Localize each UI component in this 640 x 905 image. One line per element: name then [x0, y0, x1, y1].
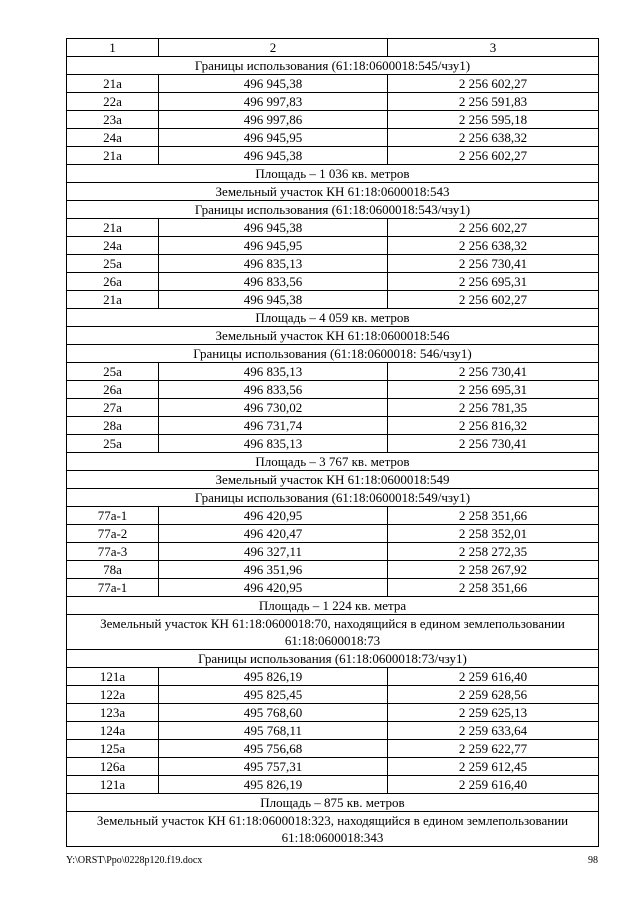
section-label-row [67, 615, 599, 650]
point-name-cell: 21а [67, 291, 159, 309]
point-name-cell: 28а [67, 417, 159, 435]
table-row [67, 507, 599, 525]
point-name-cell: 24а [67, 129, 159, 147]
y-coordinate-cell: 2 258 352,01 [388, 525, 599, 543]
section-label: Площадь – 3 767 кв. метров [67, 453, 599, 471]
table-row [67, 273, 599, 291]
y-coordinate-cell: 2 258 272,35 [388, 543, 599, 561]
x-coordinate-cell: 495 825,45 [159, 686, 388, 704]
table-row [67, 363, 599, 381]
section-label: Границы использования (61:18:0600018:73/чзу1) [67, 650, 599, 668]
section-label-row [67, 794, 599, 812]
table-row [67, 237, 599, 255]
x-coordinate-cell: 495 826,19 [159, 776, 388, 794]
x-coordinate-cell: 496 835,13 [159, 435, 388, 453]
page-number: 98 [588, 855, 598, 866]
section-label: Земельный участок КН 61:18:0600018:323, находящийся в едином землепользовании 61:18:0600018:343 [67, 812, 599, 847]
y-coordinate-cell: 2 256 591,83 [388, 93, 599, 111]
y-coordinate-cell: 2 259 616,40 [388, 776, 599, 794]
section-label-row [67, 345, 599, 363]
section-label-row [67, 57, 599, 75]
table-row [67, 75, 599, 93]
table-row [67, 435, 599, 453]
table-row [67, 381, 599, 399]
table-row [67, 93, 599, 111]
table-row [67, 704, 599, 722]
table-row [67, 219, 599, 237]
y-coordinate-cell: 2 256 595,18 [388, 111, 599, 129]
point-name-cell: 77а-2 [67, 525, 159, 543]
table-row [67, 111, 599, 129]
y-coordinate-cell: 2 258 351,66 [388, 507, 599, 525]
section-label: Площадь – 1 224 кв. метра [67, 597, 599, 615]
x-coordinate-cell: 495 826,19 [159, 668, 388, 686]
section-label: Границы использования (61:18:0600018: 546/чзу1) [67, 345, 599, 363]
y-coordinate-cell: 2 256 602,27 [388, 219, 599, 237]
header-cell-y: 3 [388, 39, 599, 57]
section-label-row [67, 471, 599, 489]
point-name-cell: 121а [67, 668, 159, 686]
section-label: Площадь – 1 036 кв. метров [67, 165, 599, 183]
y-coordinate-cell: 2 256 602,27 [388, 75, 599, 93]
point-name-cell: 26а [67, 381, 159, 399]
header-cell-point: 1 [67, 39, 159, 57]
point-name-cell: 25а [67, 363, 159, 381]
table-row [67, 776, 599, 794]
section-label: Границы использования (61:18:0600018:549/чзу1) [67, 489, 599, 507]
section-label: Площадь – 4 059 кв. метров [67, 309, 599, 327]
point-name-cell: 23а [67, 111, 159, 129]
table-row [67, 291, 599, 309]
point-name-cell: 77а-1 [67, 579, 159, 597]
section-label-row [67, 183, 599, 201]
section-label-row [67, 597, 599, 615]
x-coordinate-cell: 496 730,02 [159, 399, 388, 417]
y-coordinate-cell: 2 256 602,27 [388, 291, 599, 309]
point-name-cell: 126а [67, 758, 159, 776]
x-coordinate-cell: 496 945,95 [159, 237, 388, 255]
section-label: Земельный участок КН 61:18:0600018:549 [67, 471, 599, 489]
x-coordinate-cell: 496 731,74 [159, 417, 388, 435]
table-row [67, 129, 599, 147]
x-coordinate-cell: 495 756,68 [159, 740, 388, 758]
section-label: Границы использования (61:18:0600018:543/чзу1) [67, 201, 599, 219]
table-header-row [67, 39, 599, 57]
x-coordinate-cell: 495 768,60 [159, 704, 388, 722]
y-coordinate-cell: 2 256 816,32 [388, 417, 599, 435]
table-row [67, 543, 599, 561]
table-row [67, 740, 599, 758]
x-coordinate-cell: 496 945,38 [159, 291, 388, 309]
y-coordinate-cell: 2 256 730,41 [388, 255, 599, 273]
file-path: Y:\ORST\Ppo\0228p120.f19.docx [66, 855, 203, 866]
point-name-cell: 121а [67, 776, 159, 794]
x-coordinate-cell: 495 768,11 [159, 722, 388, 740]
x-coordinate-cell: 496 945,95 [159, 129, 388, 147]
x-coordinate-cell: 496 420,47 [159, 525, 388, 543]
header-cell-x: 2 [159, 39, 388, 57]
section-label-row [67, 201, 599, 219]
y-coordinate-cell: 2 256 695,31 [388, 381, 599, 399]
section-label-row [67, 165, 599, 183]
section-label: Земельный участок КН 61:18:0600018:70, находящийся в едином землепользовании 61:18:0600018:73 [67, 615, 599, 650]
x-coordinate-cell: 496 351,96 [159, 561, 388, 579]
table-row [67, 399, 599, 417]
table-row [67, 722, 599, 740]
table-row [67, 758, 599, 776]
point-name-cell: 77а-3 [67, 543, 159, 561]
coordinates-table [66, 38, 599, 847]
y-coordinate-cell: 2 256 730,41 [388, 435, 599, 453]
section-label-row [67, 309, 599, 327]
point-name-cell: 25а [67, 435, 159, 453]
y-coordinate-cell: 2 258 351,66 [388, 579, 599, 597]
point-name-cell: 125а [67, 740, 159, 758]
section-label: Земельный участок КН 61:18:0600018:543 [67, 183, 599, 201]
x-coordinate-cell: 496 945,38 [159, 147, 388, 165]
section-label-row [67, 453, 599, 471]
section-label: Площадь – 875 кв. метров [67, 794, 599, 812]
table-row [67, 579, 599, 597]
point-name-cell: 21а [67, 75, 159, 93]
x-coordinate-cell: 496 327,11 [159, 543, 388, 561]
y-coordinate-cell: 2 256 730,41 [388, 363, 599, 381]
point-name-cell: 21а [67, 147, 159, 165]
point-name-cell: 78а [67, 561, 159, 579]
section-label-row [67, 489, 599, 507]
y-coordinate-cell: 2 256 602,27 [388, 147, 599, 165]
y-coordinate-cell: 2 256 695,31 [388, 273, 599, 291]
y-coordinate-cell: 2 259 633,64 [388, 722, 599, 740]
section-label: Земельный участок КН 61:18:0600018:546 [67, 327, 599, 345]
y-coordinate-cell: 2 259 625,13 [388, 704, 599, 722]
section-label-row [67, 650, 599, 668]
x-coordinate-cell: 496 420,95 [159, 579, 388, 597]
x-coordinate-cell: 496 997,83 [159, 93, 388, 111]
x-coordinate-cell: 495 757,31 [159, 758, 388, 776]
y-coordinate-cell: 2 256 781,35 [388, 399, 599, 417]
point-name-cell: 77а-1 [67, 507, 159, 525]
point-name-cell: 21а [67, 219, 159, 237]
x-coordinate-cell: 496 997,86 [159, 111, 388, 129]
point-name-cell: 24а [67, 237, 159, 255]
table-row [67, 255, 599, 273]
y-coordinate-cell: 2 259 612,45 [388, 758, 599, 776]
x-coordinate-cell: 496 835,13 [159, 255, 388, 273]
y-coordinate-cell: 2 256 638,32 [388, 129, 599, 147]
point-name-cell: 25а [67, 255, 159, 273]
x-coordinate-cell: 496 833,56 [159, 273, 388, 291]
table-row [67, 686, 599, 704]
table-row [67, 668, 599, 686]
point-name-cell: 26а [67, 273, 159, 291]
section-label: Границы использования (61:18:0600018:545/чзу1) [67, 57, 599, 75]
point-name-cell: 27а [67, 399, 159, 417]
x-coordinate-cell: 496 833,56 [159, 381, 388, 399]
table-row [67, 525, 599, 543]
y-coordinate-cell: 2 256 638,32 [388, 237, 599, 255]
x-coordinate-cell: 496 835,13 [159, 363, 388, 381]
point-name-cell: 124а [67, 722, 159, 740]
section-label-row [67, 812, 599, 847]
point-name-cell: 22а [67, 93, 159, 111]
coordinates-table-body [67, 39, 599, 847]
section-label-row [67, 327, 599, 345]
y-coordinate-cell: 2 258 267,92 [388, 561, 599, 579]
point-name-cell: 122а [67, 686, 159, 704]
y-coordinate-cell: 2 259 628,56 [388, 686, 599, 704]
point-name-cell: 123а [67, 704, 159, 722]
x-coordinate-cell: 496 945,38 [159, 219, 388, 237]
table-row [67, 561, 599, 579]
y-coordinate-cell: 2 259 616,40 [388, 668, 599, 686]
table-row [67, 147, 599, 165]
y-coordinate-cell: 2 259 622,77 [388, 740, 599, 758]
table-row [67, 417, 599, 435]
x-coordinate-cell: 496 945,38 [159, 75, 388, 93]
x-coordinate-cell: 496 420,95 [159, 507, 388, 525]
